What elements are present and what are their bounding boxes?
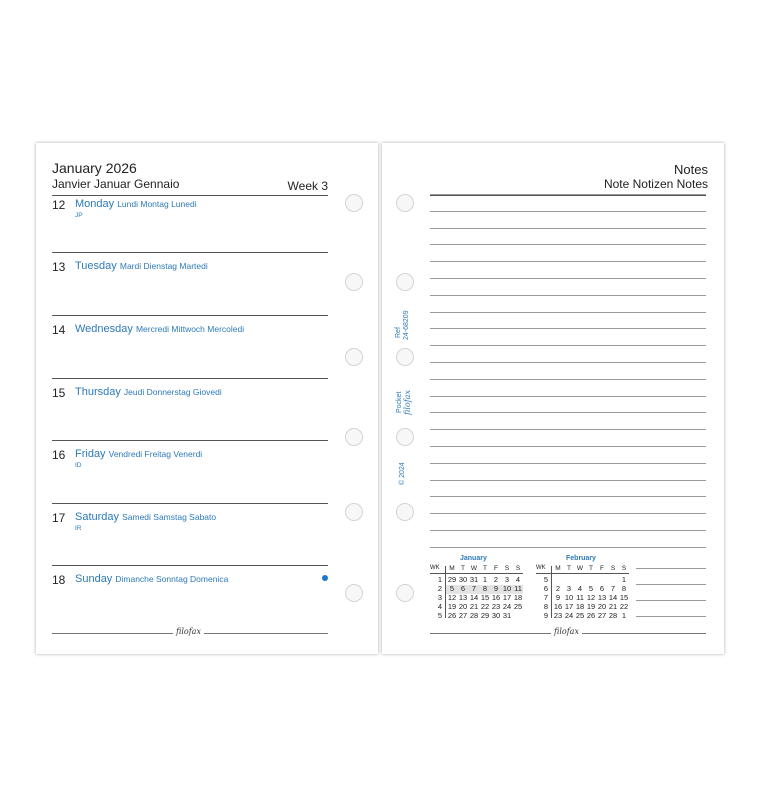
calendar-day: 13 (458, 593, 468, 602)
header-rule (52, 195, 328, 196)
notes-header-rule (430, 195, 706, 196)
note-line (430, 530, 706, 531)
week-number: 6 (543, 584, 548, 593)
holiday-code: IR (75, 525, 82, 532)
day-separator (52, 565, 328, 566)
calendar-day: 17 (564, 602, 574, 611)
punch-hole (396, 584, 414, 602)
calendar-day: 10 (564, 593, 574, 602)
note-line (430, 211, 706, 212)
punch-hole (396, 194, 414, 212)
note-line (430, 496, 706, 497)
notes-title: Notes (674, 162, 708, 177)
week-column-header: WK (430, 565, 440, 571)
calendar-day: 14 (469, 593, 479, 602)
calendar-day: 18 (575, 602, 585, 611)
week-number: 5 (543, 575, 548, 584)
week-number: 8 (543, 602, 548, 611)
weekday-header: S (610, 565, 616, 572)
day-name: Monday Lundi Montag Lunedi (75, 198, 197, 210)
weekday-header: T (461, 565, 465, 572)
calendar-day: 23 (491, 602, 501, 611)
punch-hole (396, 503, 414, 521)
note-line (430, 396, 706, 397)
day-separator (52, 378, 328, 379)
note-line (430, 228, 706, 229)
punch-hole (396, 348, 414, 366)
note-line (430, 513, 706, 514)
calendar-day: 16 (553, 602, 563, 611)
weekday-header: W (576, 565, 584, 572)
calendar-day: 11 (514, 584, 522, 593)
note-line (430, 312, 706, 313)
note-line (430, 412, 706, 413)
calendar-day: 6 (460, 584, 466, 593)
calendar-day: 30 (491, 611, 501, 620)
day-number: 18 (52, 573, 66, 587)
calendar-day: 16 (491, 593, 501, 602)
notes-translations: Note Notizen Notes (603, 177, 708, 191)
weekday-header: T (589, 565, 593, 572)
note-line (430, 244, 706, 245)
calendar-day: 23 (553, 611, 563, 620)
note-line (430, 261, 706, 262)
calendar-day: 6 (599, 584, 605, 593)
notes-right-page (382, 143, 724, 654)
day-name: Tuesday Mardi Dienstag Martedi (75, 260, 208, 272)
calendar-day: 31 (469, 575, 479, 584)
weekday-header: F (494, 565, 498, 572)
weekday-header: M (555, 565, 561, 572)
brand-vertical: filofax (403, 390, 412, 415)
day-number: 13 (52, 260, 66, 274)
calendar-day: 19 (586, 602, 596, 611)
calendar-day: 8 (621, 584, 627, 593)
month-title: January 2026 (52, 160, 137, 176)
weekday-header: T (483, 565, 487, 572)
calendar-day: 2 (555, 584, 561, 593)
punch-hole (345, 503, 363, 521)
day-separator (52, 440, 328, 441)
weekday-header: S (504, 565, 510, 572)
punch-hole (345, 428, 363, 446)
calendar-day: 21 (608, 602, 618, 611)
holiday-code: JP (75, 212, 83, 219)
week-number: 3 (437, 593, 442, 602)
ref-label: Ref (395, 327, 402, 338)
calendar-day: 13 (597, 593, 607, 602)
sunday-dot-icon (322, 575, 328, 581)
note-line (636, 600, 706, 601)
calendar-day: 12 (447, 593, 457, 602)
calendar-day: 27 (458, 611, 468, 620)
mini-calendar-february (536, 555, 636, 621)
day-separator (52, 503, 328, 504)
note-line (430, 379, 706, 380)
week-number: Week 3 (287, 179, 328, 193)
calendar-header-rule (536, 573, 629, 574)
calendar-day: 4 (577, 584, 583, 593)
note-line (636, 616, 706, 617)
punch-hole (396, 273, 414, 291)
week-number: 7 (543, 593, 548, 602)
size-label: Pocket (396, 391, 403, 413)
week-number: 9 (543, 611, 548, 620)
weekday-header: F (600, 565, 604, 572)
week-column-header: WK (536, 565, 546, 571)
day-name: Friday Vendredi Freitag Venerdi (75, 448, 203, 460)
calendar-day: 12 (586, 593, 596, 602)
calendar-day: 28 (608, 611, 618, 620)
calendar-day: 15 (619, 593, 629, 602)
calendar-day: 7 (610, 584, 616, 593)
calendar-day: 27 (597, 611, 607, 620)
day-name: Sunday Dimanche Sonntag Domenica (75, 573, 229, 585)
calendar-day: 2 (493, 575, 499, 584)
filofax-logo: filofax (173, 627, 204, 636)
weekday-header: M (449, 565, 455, 572)
calendar-day: 31 (502, 611, 512, 620)
day-translations: Jeudi Donnerstag Giovedi (123, 387, 222, 397)
punch-hole (345, 348, 363, 366)
note-line (430, 295, 706, 296)
week-number: 4 (437, 602, 442, 611)
note-line (430, 345, 706, 346)
day-number: 14 (52, 323, 66, 337)
punch-hole (345, 194, 363, 212)
calendar-day: 7 (471, 584, 477, 593)
mini-calendar-month-name: February (566, 555, 596, 562)
calendar-day: 14 (608, 593, 618, 602)
weekday-header: S (515, 565, 521, 572)
note-line (430, 278, 706, 279)
ref-code: 24-68209 (403, 310, 410, 340)
calendar-day: 25 (575, 611, 585, 620)
day-separator (52, 315, 328, 316)
calendar-day: 5 (449, 584, 455, 593)
calendar-day: 1 (621, 611, 627, 620)
day-number: 17 (52, 511, 66, 525)
calendar-day: 11 (576, 593, 584, 602)
calendar-day: 20 (458, 602, 468, 611)
note-line (636, 584, 706, 585)
note-line (430, 480, 706, 481)
note-line (430, 362, 706, 363)
calendar-day: 8 (482, 584, 488, 593)
calendar-day: 3 (504, 575, 510, 584)
calendar-day: 19 (447, 602, 457, 611)
weekday-header: T (567, 565, 571, 572)
calendar-day: 4 (515, 575, 521, 584)
calendar-day: 30 (458, 575, 468, 584)
holiday-code: ID (75, 462, 82, 469)
week-number: 2 (437, 584, 442, 593)
diary-left-page (36, 143, 378, 654)
punch-hole (345, 584, 363, 602)
day-translations: Samedi Samstag Sabato (122, 512, 217, 522)
calendar-day: 21 (469, 602, 479, 611)
calendar-header-rule (430, 573, 523, 574)
day-number: 15 (52, 386, 66, 400)
calendar-day: 1 (621, 575, 627, 584)
note-line (430, 446, 706, 447)
day-number: 16 (52, 448, 66, 462)
calendar-day: 15 (480, 593, 490, 602)
day-translations: Mardi Dienstag Martedi (119, 261, 208, 271)
day-number: 12 (52, 198, 66, 212)
note-line (430, 463, 706, 464)
calendar-day: 3 (566, 584, 572, 593)
day-translations: Dimanche Sonntag Domenica (115, 574, 229, 584)
calendar-day: 25 (513, 602, 523, 611)
calendar-day: 29 (480, 611, 490, 620)
week-number: 1 (437, 575, 442, 584)
calendar-day: 22 (619, 602, 629, 611)
calendar-day: 17 (502, 593, 512, 602)
day-name: Saturday Samedi Samstag Sabato (75, 511, 217, 523)
month-translations: Janvier Januar Gennaio (52, 177, 180, 191)
weekday-header: S (621, 565, 627, 572)
punch-hole (345, 273, 363, 291)
calendar-day: 5 (588, 584, 594, 593)
calendar-day: 10 (502, 584, 512, 593)
mini-calendar-month-name: January (460, 555, 487, 562)
weekday-header: W (470, 565, 478, 572)
note-line (430, 429, 706, 430)
punch-hole (396, 428, 414, 446)
filofax-logo: filofax (551, 627, 582, 636)
calendar-day: 22 (480, 602, 490, 611)
mini-calendar-january (430, 555, 530, 621)
day-translations: Lundi Montag Lunedi (117, 199, 197, 209)
calendar-day: 1 (482, 575, 488, 584)
week-number: 5 (437, 611, 442, 620)
calendar-day: 29 (447, 575, 457, 584)
calendar-day: 28 (469, 611, 479, 620)
calendar-day: 9 (555, 593, 561, 602)
day-translations: Mercredi Mittwoch Mercoledi (135, 324, 245, 334)
calendar-day: 26 (586, 611, 596, 620)
copyright: © 2024 (399, 462, 406, 485)
calendar-day: 20 (597, 602, 607, 611)
note-line (430, 328, 706, 329)
calendar-day: 26 (447, 611, 457, 620)
calendar-day: 18 (513, 593, 523, 602)
note-line (636, 568, 706, 569)
calendar-day: 24 (564, 611, 574, 620)
note-line (430, 547, 706, 548)
day-name: Thursday Jeudi Donnerstag Giovedi (75, 386, 222, 398)
calendar-day: 9 (493, 584, 499, 593)
day-name: Wednesday Mercredi Mittwoch Mercoledi (75, 323, 245, 335)
calendar-week-divider (551, 566, 552, 618)
calendar-day: 24 (502, 602, 512, 611)
day-translations: Vendredi Freitag Venerdi (108, 449, 203, 459)
day-separator (52, 252, 328, 253)
